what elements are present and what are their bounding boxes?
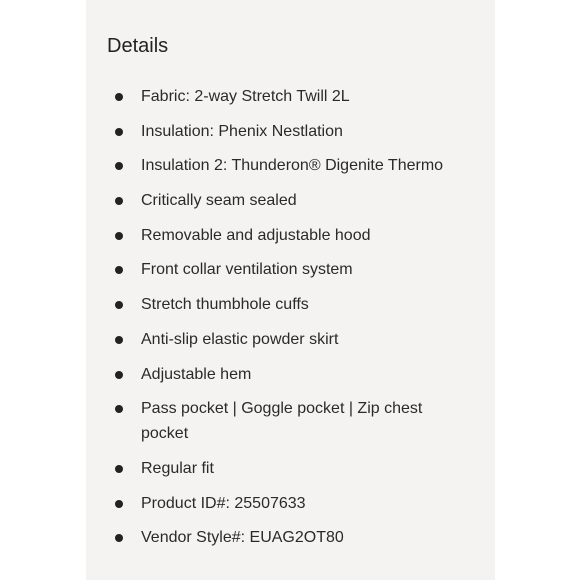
bullet-icon xyxy=(115,266,123,274)
detail-text: Insulation 2: Thunderon® Digenite Thermo xyxy=(141,157,444,174)
bullet-icon xyxy=(115,405,123,413)
bullet-icon xyxy=(115,371,123,379)
detail-text: Front collar ventilation system xyxy=(141,261,353,278)
bullet-icon xyxy=(115,301,123,309)
bullet-icon xyxy=(115,93,123,101)
bullet-icon xyxy=(115,534,123,542)
bullet-icon xyxy=(115,232,123,240)
bullet-icon xyxy=(115,128,123,136)
details-panel xyxy=(86,0,495,580)
details-heading: Details xyxy=(107,35,169,57)
detail-text: Regular fit xyxy=(141,460,214,477)
bullet-icon xyxy=(115,162,123,170)
detail-text: Adjustable hem xyxy=(141,366,252,383)
bullet-icon xyxy=(115,336,123,344)
bullet-icon xyxy=(115,500,123,508)
detail-text: Fabric: 2-way Stretch Twill 2L xyxy=(141,88,350,105)
detail-text: Anti-slip elastic powder skirt xyxy=(141,331,339,348)
bullet-icon xyxy=(115,197,123,205)
detail-text: Vendor Style#: EUAG2OT80 xyxy=(141,529,344,546)
detail-text: Removable and adjustable hood xyxy=(141,227,371,244)
bullet-icon xyxy=(115,465,123,473)
detail-text: Insulation: Phenix Nestlation xyxy=(141,123,343,140)
detail-text: Product ID#: 25507633 xyxy=(141,495,306,512)
detail-text: Critically seam sealed xyxy=(141,192,297,209)
detail-text: Stretch thumbhole cuffs xyxy=(141,296,309,313)
detail-text: Pass pocket | Goggle pocket | Zip chest pocket xyxy=(141,400,423,442)
